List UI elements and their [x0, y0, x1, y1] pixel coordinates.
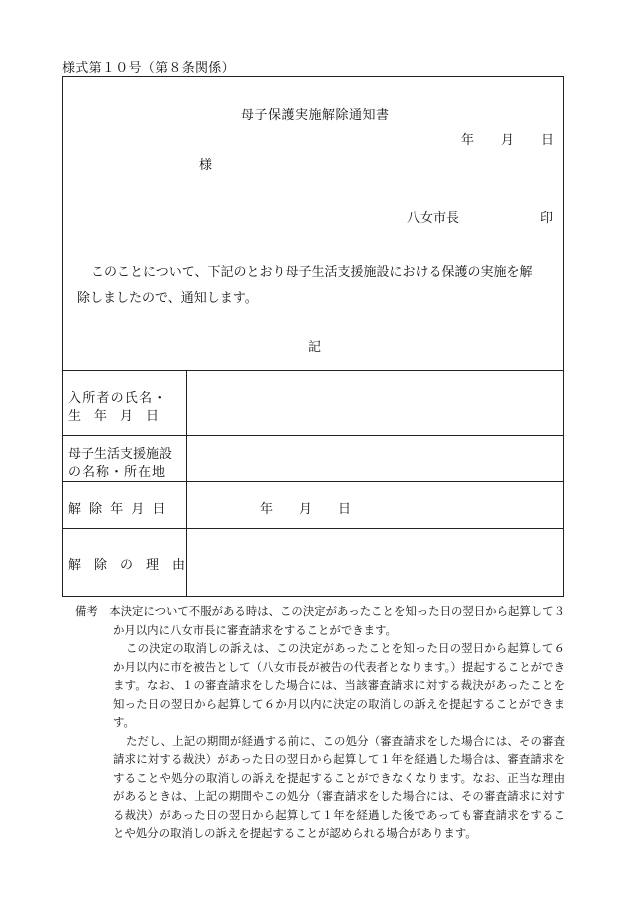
body-text-line2: 除しましたので、通知します。: [77, 291, 258, 306]
remarks-paragraph-2: この決定の取消しの訴えは、この決定があったことを知った日の翌日から起算して６か月以内に市を被告として（八女市長が被告の代表者となります。）提起することができます。なお、１の審査請求をした場合には、当該審査請求に対する裁決があったことを知った日の翌日から起算して６か月以内に決定の取消しの訴えを提起することができます。: [113, 641, 565, 729]
row1-label-line1: 入所者の氏名・: [68, 391, 168, 406]
remarks-section: [75, 602, 565, 843]
form-number-label: 様式第１０号（第８条関係）: [62, 61, 235, 76]
notice-form-frame: [62, 76, 564, 597]
date-year-label: 年: [461, 133, 475, 148]
table-top-border: [63, 370, 563, 371]
document-title: 母子保護実施解除通知書: [241, 108, 390, 123]
recipient-suffix: 様: [199, 158, 213, 173]
ki-heading: 記: [308, 340, 322, 355]
body-text-line1: このことについて、下記のとおり母子生活支援施設における保護の実施を解: [91, 265, 533, 280]
table-row-divider: [63, 481, 563, 482]
release-date-value: 年 月 日: [260, 502, 352, 517]
row3-label: 解 除 年 月 日: [68, 502, 168, 517]
remarks-paragraph-3: ただし、上記の期間が経過する前に、この処分（審査請求をした場合には、その審査請求に対する裁決）があった日の翌日から起算して１年を経過した場合は、審査請求をすることや処分の取消しの訴えを提起することができなくなります。なお、正当な理由があるときは、上記の期間やこの処分（審査請求をした場合には、その審査請求に対する裁決）があった日の翌日から起算して１年を経過した後であっても審査請求をすることや処分の取消しの訴えを提起することが認められる場合があります。: [113, 733, 565, 840]
date-day-label: 日: [541, 133, 555, 148]
row1-label-line2: 生 年 月 日: [68, 409, 160, 424]
table-row-divider: [63, 435, 563, 436]
seal-mark: 印: [540, 211, 554, 226]
table-column-divider: [186, 370, 187, 597]
date-month-label: 月: [501, 133, 515, 148]
row2-label-line2: の名称・所在地: [68, 465, 167, 480]
table-row-divider: [63, 528, 563, 529]
row2-label-line1: 母子生活支援施設: [68, 447, 173, 462]
issuer-name: 八女市長: [407, 211, 460, 226]
row4-label: 解 除 の 理 由: [68, 558, 186, 573]
remarks-paragraph-1: 備考 本決定について不服がある時は、この決定があったことを知った日の翌日から起算して３か月以内に八女市長に審査請求をすることができます。: [75, 604, 565, 637]
